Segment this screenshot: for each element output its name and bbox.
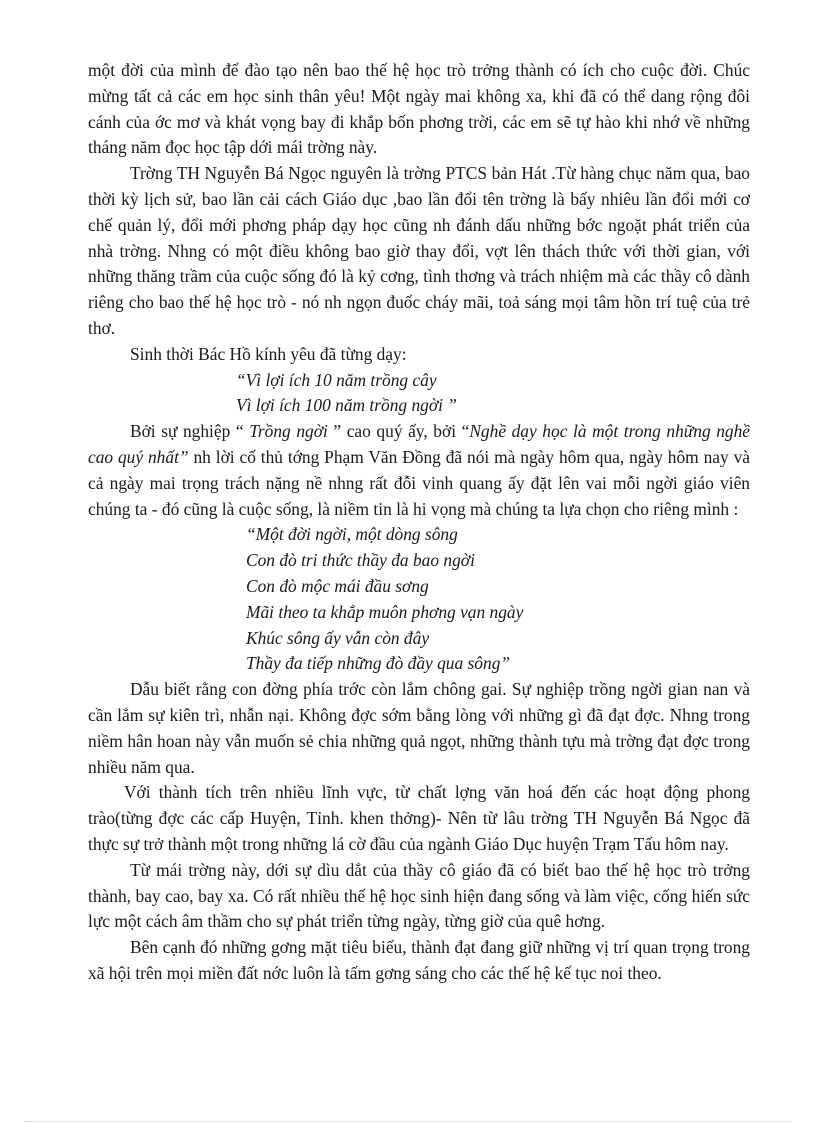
body-paragraph: Với thành tích trên nhiều lĩnh vực, từ chất lợng văn hoá đến các hoạt động phong trào(từng đợc các cấp Huyện, Tỉnh. khen thởng)- Nên từ lâu trờng TH Nguyễn Bá Ngọc đã thực sự trở thành một trong những lá cờ đầu của ngành Giáo Dục huyện Trạm Tấu hôm nay. <box>88 782 750 854</box>
poem-line: Con đò tri thức thầy đa bao ngời <box>246 550 475 571</box>
quoted-phrase: Nghề dạy học là một trong những nghề cao quý nhất” <box>88 421 751 467</box>
document-page <box>88 58 750 987</box>
poem-line: Mãi theo ta khắp muôn phơng vạn ngày <box>246 601 524 622</box>
body-paragraph: Dẫu biết rằng con đờng phía trớc còn lắm chông gai. Sự nghiệp trồng ngời gian nan và cần lắm sự kiên trì, nhẫn nại. Không đợc sớm bằng lòng với những gì đã đạt đợc. Nhng trong niềm hân hoan này vẫn muốn sẻ chia những quả ngọt, những thành tựu mà trờng đạt đợc trong nhiều năm qua. <box>88 679 750 777</box>
poem-line: “Một đời ngời, một dòng sông <box>246 524 458 545</box>
page-bottom-border <box>24 1121 792 1122</box>
paragraph-text: nh lời cố thủ tớng Phạm Văn Đồng đã nói mà ngày hôm qua, ngày hôm nay và cả ngày mai trọng trách nặng nề nhng rất đỗi vinh quang ấy đặt lên vai mỗi ngời giáo viên chúng ta - đó cũng là cuộc sống, là niềm tin là hi vọng mà chúng ta lựa chọn cho riêng mình : <box>88 446 750 519</box>
quoted-phrase: Trồng ngời <box>249 421 334 442</box>
poem-line: “Vì lợi ích 10 năm trồng cây <box>236 369 437 390</box>
body-paragraph: Từ mái trờng này, dới sự dìu dắt của thầy cô giáo đã có biết bao thế hệ học trò trởng thành, bay cao, bay xa. Có rất nhiều thế hệ học sinh hiện đang sống và làm việc, cống hiến sức lực một cách âm thầm cho sự phát triển từng ngày, từng giờ của quê hơng. <box>88 859 750 932</box>
body-paragraph: Sinh thời Bác Hồ kính yêu đã từng dạy: <box>130 343 407 364</box>
poem-line: Thầy đa tiếp những đò đầy qua sông” <box>246 653 511 674</box>
body-paragraph <box>88 419 750 522</box>
poem-line: Con đò mộc mái đầu sơng <box>246 575 429 596</box>
body-paragraph: Bên cạnh đó những gơng mặt tiêu biểu, thành đạt đang giữ những vị trí quan trọng trong xã hội trên mọi miền đất nớc luôn là tấm gơng sáng cho các thế hệ kế tục noi theo. <box>88 937 750 983</box>
paragraph-text: ” cao quý ấy, bởi “ <box>333 421 470 442</box>
body-paragraph: một đời của mình để đào tạo nên bao thế hệ học trò trởng thành có ích cho cuộc đời. Chúc mừng tất cả các em học sinh thân yêu! Một ngày mai không xa, khi đã có thể dang rộng đôi cánh của ớc mơ và khát vọng bay đi khắp bốn phơng trời, các em sẽ tự hào khi nhớ về những tháng năm đọc học tập dới mái trờng này. <box>88 60 750 158</box>
poem-line: Vì lợi ích 100 năm trồng ngời ” <box>236 395 457 416</box>
paragraph-text: Bởi sự nghiệp “ <box>130 421 250 442</box>
poem-line: Khúc sông ấy vẫn còn đây <box>246 627 430 648</box>
body-paragraph: Trờng TH Nguyễn Bá Ngọc nguyên là trờng PTCS bản Hát .Từ hàng chục năm qua, bao thời kỳ lịch sử, bao lần cải cách Giáo dục ,bao lần đổi tên trờng là bấy nhiêu lần đổi mới cơ chế quản lý, đổi mới phơng pháp dạy học cũng nh đánh dấu những bớc ngoặt phát triển của nhà trờng. Nhng có một điều không bao giờ thay đổi, vợt lên thách thức với thời gian, với những thăng trầm của cuộc sống đó là kỷ cơng, tình thơng và trách nhiệm mà các thầy cô dành riêng cho bao thế hệ học trò - nó nh ngọn đuốc cháy mãi, toả sáng mọi tâm hồn trí tuệ của trẻ thơ. <box>88 163 750 338</box>
